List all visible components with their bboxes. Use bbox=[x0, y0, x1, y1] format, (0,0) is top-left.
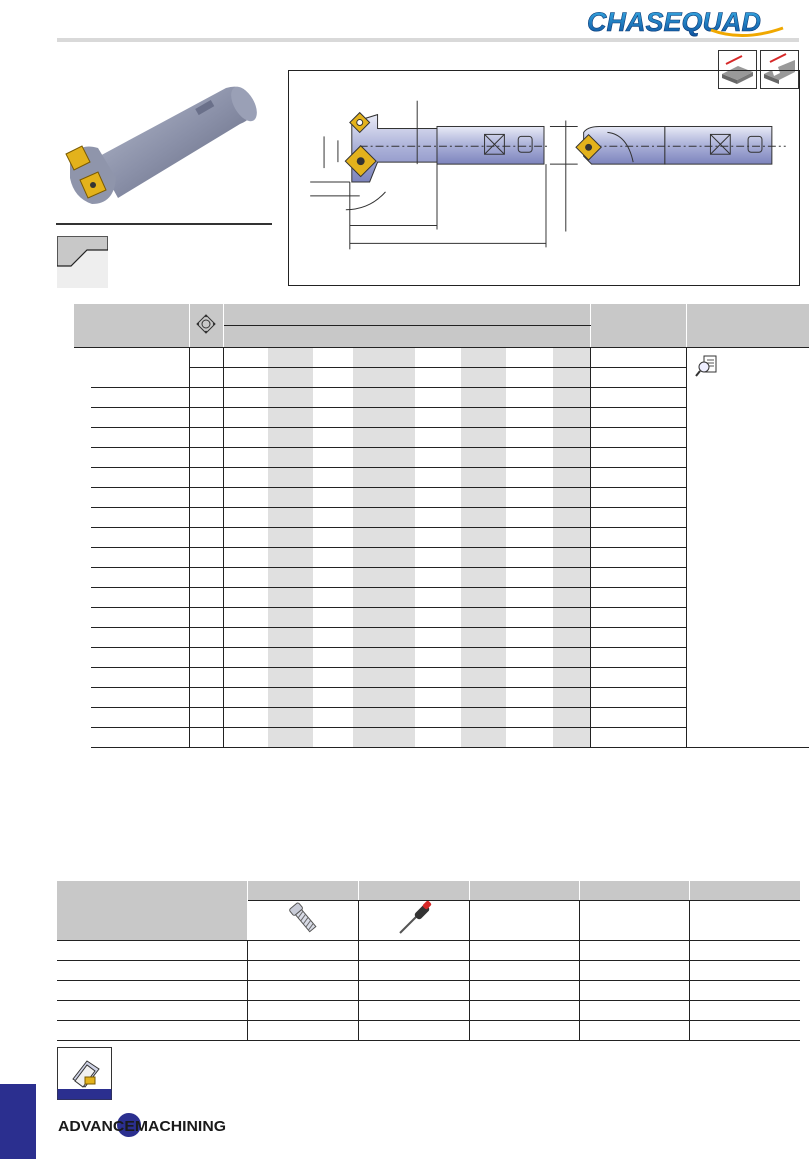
table-cell bbox=[313, 368, 353, 388]
table-cell bbox=[223, 508, 268, 528]
table-row bbox=[57, 981, 800, 1001]
table-cell bbox=[223, 588, 268, 608]
table-cell bbox=[415, 368, 461, 388]
table-cell bbox=[223, 648, 268, 668]
table-cell bbox=[461, 608, 506, 628]
table-cell bbox=[313, 448, 353, 468]
table-cell bbox=[506, 508, 553, 528]
table-cell bbox=[223, 668, 268, 688]
table-cell bbox=[415, 588, 461, 608]
chamfer-profile-icon bbox=[57, 236, 108, 288]
table-cell bbox=[74, 548, 189, 568]
spec-header-dimensions bbox=[223, 304, 590, 326]
table-cell bbox=[189, 348, 223, 368]
table-cell bbox=[553, 528, 590, 548]
table-cell bbox=[506, 368, 553, 388]
table-cell bbox=[579, 981, 689, 1001]
table-cell bbox=[590, 708, 686, 728]
table-cell bbox=[74, 448, 189, 468]
table-cell bbox=[57, 981, 247, 1001]
table-cell bbox=[74, 688, 189, 708]
table-cell bbox=[57, 961, 247, 981]
table-cell bbox=[358, 961, 469, 981]
table-cell bbox=[553, 588, 590, 608]
table-cell bbox=[686, 348, 809, 748]
parts-table bbox=[57, 881, 800, 1041]
table-cell bbox=[353, 348, 415, 368]
table-cell bbox=[461, 428, 506, 448]
table-cell bbox=[590, 548, 686, 568]
parts-icon-cell bbox=[689, 901, 800, 941]
table-cell bbox=[415, 468, 461, 488]
table-cell bbox=[590, 388, 686, 408]
table-cell bbox=[268, 708, 313, 728]
table-cell bbox=[268, 388, 313, 408]
table-cell bbox=[415, 548, 461, 568]
table-cell bbox=[247, 941, 358, 961]
table-cell bbox=[74, 468, 189, 488]
table-row bbox=[57, 1021, 800, 1041]
table-cell bbox=[353, 408, 415, 428]
screwdriver-icon bbox=[394, 901, 434, 937]
parts-header-cell bbox=[358, 881, 469, 901]
table-cell bbox=[353, 708, 415, 728]
screw-icon bbox=[286, 901, 320, 937]
table-cell bbox=[353, 608, 415, 628]
table-cell bbox=[189, 648, 223, 668]
header-rule bbox=[57, 38, 799, 42]
table-cell bbox=[579, 1021, 689, 1041]
table-cell bbox=[223, 408, 268, 428]
table-cell bbox=[461, 388, 506, 408]
table-cell bbox=[223, 548, 268, 568]
table-cell bbox=[469, 981, 579, 1001]
table-cell bbox=[189, 408, 223, 428]
table-cell bbox=[506, 628, 553, 648]
table-cell bbox=[353, 488, 415, 508]
table-cell bbox=[223, 608, 268, 628]
table-cell bbox=[189, 688, 223, 708]
table-cell bbox=[223, 348, 268, 368]
table-cell bbox=[353, 728, 415, 748]
table-cell bbox=[313, 488, 353, 508]
table-cell bbox=[579, 961, 689, 981]
parts-header-row bbox=[57, 881, 800, 901]
spec-header-cell bbox=[74, 304, 189, 348]
table-cell bbox=[268, 588, 313, 608]
table-cell bbox=[506, 608, 553, 628]
table-cell bbox=[358, 941, 469, 961]
table-cell bbox=[353, 668, 415, 688]
table-cell bbox=[74, 428, 189, 448]
table-cell bbox=[590, 688, 686, 708]
table-cell bbox=[469, 941, 579, 961]
spec-header-cell bbox=[686, 304, 809, 348]
table-cell bbox=[506, 648, 553, 668]
table-cell bbox=[415, 408, 461, 428]
table-cell bbox=[415, 628, 461, 648]
table-cell bbox=[313, 608, 353, 628]
table-cell bbox=[553, 548, 590, 568]
table-cell bbox=[223, 388, 268, 408]
table-cell bbox=[189, 528, 223, 548]
table-cell bbox=[268, 668, 313, 688]
table-cell bbox=[415, 708, 461, 728]
table-cell bbox=[506, 548, 553, 568]
table-cell bbox=[353, 528, 415, 548]
table-cell bbox=[358, 1001, 469, 1021]
table-cell bbox=[590, 528, 686, 548]
table-cell bbox=[579, 1001, 689, 1021]
table-cell bbox=[590, 488, 686, 508]
table-cell bbox=[74, 588, 189, 608]
table-cell bbox=[189, 628, 223, 648]
table-cell bbox=[415, 388, 461, 408]
parts-header-cell bbox=[469, 881, 579, 901]
table-row bbox=[74, 348, 809, 368]
table-cell bbox=[461, 508, 506, 528]
parts-header-cell bbox=[689, 881, 800, 901]
table-cell bbox=[461, 528, 506, 548]
table-cell bbox=[553, 348, 590, 368]
parts-header-cell bbox=[579, 881, 689, 901]
table-cell bbox=[506, 728, 553, 748]
table-cell bbox=[247, 981, 358, 1001]
table-cell bbox=[415, 568, 461, 588]
table-cell bbox=[689, 981, 800, 1001]
table-cell bbox=[553, 388, 590, 408]
table-cell bbox=[590, 588, 686, 608]
table-cell bbox=[74, 708, 189, 728]
footer-logo-text: ADVANCEMACHINING bbox=[58, 1118, 226, 1135]
table-cell bbox=[415, 608, 461, 628]
table-cell bbox=[223, 628, 268, 648]
table-cell bbox=[223, 708, 268, 728]
table-cell bbox=[189, 428, 223, 448]
table-cell bbox=[590, 668, 686, 688]
table-cell bbox=[189, 388, 223, 408]
table-cell bbox=[353, 388, 415, 408]
table-cell bbox=[506, 348, 553, 368]
table-cell bbox=[353, 508, 415, 528]
table-cell bbox=[268, 528, 313, 548]
table-cell bbox=[461, 688, 506, 708]
table-cell bbox=[506, 708, 553, 728]
table-cell bbox=[313, 628, 353, 648]
table-cell bbox=[57, 1021, 247, 1041]
table-cell bbox=[353, 588, 415, 608]
table-cell bbox=[223, 488, 268, 508]
advancemachining-logo bbox=[56, 1112, 228, 1138]
table-cell bbox=[461, 408, 506, 428]
table-cell bbox=[223, 428, 268, 448]
table-cell bbox=[313, 668, 353, 688]
spec-header-subdimensions bbox=[223, 326, 590, 348]
table-cell bbox=[189, 488, 223, 508]
table-cell bbox=[415, 448, 461, 468]
table-cell bbox=[223, 468, 268, 488]
table-cell bbox=[415, 528, 461, 548]
table-cell bbox=[268, 368, 313, 388]
table-cell bbox=[553, 468, 590, 488]
table-cell bbox=[590, 568, 686, 588]
table-cell bbox=[506, 408, 553, 428]
table-cell bbox=[553, 368, 590, 388]
table-cell bbox=[469, 1021, 579, 1041]
table-cell bbox=[553, 688, 590, 708]
table-cell bbox=[189, 588, 223, 608]
table-cell bbox=[461, 548, 506, 568]
parts-icon-cell bbox=[469, 901, 579, 941]
table-cell bbox=[247, 961, 358, 981]
table-cell bbox=[189, 468, 223, 488]
table-cell bbox=[689, 1001, 800, 1021]
table-cell bbox=[74, 648, 189, 668]
table-cell bbox=[247, 1021, 358, 1041]
table-cell bbox=[553, 668, 590, 688]
table-cell bbox=[461, 568, 506, 588]
table-cell bbox=[313, 688, 353, 708]
table-cell bbox=[313, 528, 353, 548]
table-cell bbox=[353, 628, 415, 648]
table-cell bbox=[223, 448, 268, 468]
logo-text: CHASEQUAD bbox=[587, 7, 762, 37]
table-cell bbox=[223, 728, 268, 748]
table-cell bbox=[553, 568, 590, 588]
table-cell bbox=[74, 728, 189, 748]
table-cell bbox=[353, 368, 415, 388]
table-cell bbox=[461, 708, 506, 728]
table-cell bbox=[223, 368, 268, 388]
table-cell bbox=[415, 688, 461, 708]
table-cell bbox=[415, 428, 461, 448]
table-row bbox=[57, 961, 800, 981]
table-cell bbox=[189, 608, 223, 628]
table-cell bbox=[223, 568, 268, 588]
table-cell bbox=[590, 648, 686, 668]
table-cell bbox=[247, 1001, 358, 1021]
table-cell bbox=[461, 448, 506, 468]
table-cell bbox=[189, 728, 223, 748]
table-cell bbox=[590, 608, 686, 628]
table-cell bbox=[590, 468, 686, 488]
table-cell bbox=[353, 648, 415, 668]
table-cell bbox=[74, 508, 189, 528]
table-cell bbox=[74, 368, 189, 388]
table-cell bbox=[506, 488, 553, 508]
table-cell bbox=[313, 728, 353, 748]
table-cell bbox=[553, 628, 590, 648]
table-cell bbox=[358, 981, 469, 1001]
table-cell bbox=[353, 448, 415, 468]
table-cell bbox=[189, 368, 223, 388]
table-cell bbox=[590, 448, 686, 468]
table-cell bbox=[553, 428, 590, 448]
table-cell bbox=[553, 488, 590, 508]
table-cell bbox=[74, 408, 189, 428]
table-cell bbox=[189, 508, 223, 528]
section-tab bbox=[0, 1084, 36, 1159]
table-cell bbox=[553, 608, 590, 628]
table-cell bbox=[689, 961, 800, 981]
table-cell bbox=[415, 508, 461, 528]
table-cell bbox=[268, 568, 313, 588]
table-cell bbox=[268, 488, 313, 508]
table-cell bbox=[506, 568, 553, 588]
spec-header-icon-cell bbox=[189, 304, 223, 348]
table-cell bbox=[268, 688, 313, 708]
table-cell bbox=[461, 488, 506, 508]
spec-table bbox=[57, 304, 809, 748]
detail-zoom-icon bbox=[695, 354, 719, 378]
table-cell bbox=[268, 508, 313, 528]
spec-header-cell bbox=[590, 304, 686, 348]
table-cell bbox=[461, 468, 506, 488]
tool-dimension-diagram bbox=[288, 70, 800, 286]
table-cell bbox=[313, 568, 353, 588]
table-cell bbox=[268, 408, 313, 428]
table-cell bbox=[57, 941, 247, 961]
table-cell bbox=[268, 348, 313, 368]
table-cell bbox=[469, 961, 579, 981]
table-cell bbox=[553, 728, 590, 748]
table-cell bbox=[268, 468, 313, 488]
table-cell bbox=[689, 1021, 800, 1041]
table-cell bbox=[353, 568, 415, 588]
table-cell bbox=[415, 728, 461, 748]
table-cell bbox=[353, 688, 415, 708]
table-cell bbox=[313, 348, 353, 368]
table-cell bbox=[590, 408, 686, 428]
table-cell bbox=[506, 668, 553, 688]
table-cell bbox=[353, 428, 415, 448]
table-cell bbox=[74, 628, 189, 648]
table-cell bbox=[553, 648, 590, 668]
table-cell bbox=[461, 348, 506, 368]
table-cell bbox=[189, 568, 223, 588]
table-cell bbox=[353, 468, 415, 488]
table-cell bbox=[74, 488, 189, 508]
table-cell bbox=[415, 488, 461, 508]
table-cell bbox=[223, 528, 268, 548]
table-cell bbox=[553, 448, 590, 468]
table-cell bbox=[313, 408, 353, 428]
table-cell bbox=[590, 368, 686, 388]
table-cell bbox=[57, 1001, 247, 1021]
table-cell bbox=[74, 568, 189, 588]
insert-corner-icon bbox=[195, 313, 217, 335]
table-cell bbox=[590, 728, 686, 748]
table-cell bbox=[553, 708, 590, 728]
table-cell bbox=[189, 548, 223, 568]
table-cell bbox=[506, 528, 553, 548]
table-cell bbox=[553, 508, 590, 528]
table-cell bbox=[223, 688, 268, 708]
table-cell bbox=[590, 628, 686, 648]
table-cell bbox=[268, 428, 313, 448]
table-cell bbox=[268, 728, 313, 748]
table-cell bbox=[506, 448, 553, 468]
table-cell bbox=[590, 508, 686, 528]
table-cell bbox=[313, 428, 353, 448]
table-row bbox=[57, 941, 800, 961]
table-cell bbox=[313, 708, 353, 728]
tool-photo bbox=[56, 78, 262, 218]
parts-icon-cell bbox=[579, 901, 689, 941]
table-cell bbox=[189, 708, 223, 728]
table-cell bbox=[469, 1001, 579, 1021]
table-cell bbox=[74, 348, 189, 368]
parts-header-cell bbox=[57, 881, 247, 941]
table-cell bbox=[74, 668, 189, 688]
table-cell bbox=[590, 428, 686, 448]
table-cell bbox=[189, 668, 223, 688]
table-cell bbox=[313, 648, 353, 668]
table-cell bbox=[353, 548, 415, 568]
table-cell bbox=[415, 648, 461, 668]
table-cell bbox=[461, 368, 506, 388]
table-cell bbox=[313, 548, 353, 568]
table-cell bbox=[461, 668, 506, 688]
table-cell bbox=[313, 468, 353, 488]
table-cell bbox=[313, 388, 353, 408]
table-cell bbox=[506, 468, 553, 488]
table-cell bbox=[268, 628, 313, 648]
table-cell bbox=[590, 348, 686, 368]
parts-header-cell bbox=[247, 881, 358, 901]
table-cell bbox=[461, 728, 506, 748]
table-cell bbox=[268, 448, 313, 468]
table-cell bbox=[553, 408, 590, 428]
table-cell bbox=[461, 648, 506, 668]
catalog-book-icon bbox=[57, 1047, 112, 1100]
table-cell bbox=[506, 388, 553, 408]
table-cell bbox=[506, 588, 553, 608]
table-cell bbox=[268, 608, 313, 628]
photo-divider bbox=[56, 223, 272, 225]
table-cell bbox=[313, 508, 353, 528]
table-cell bbox=[579, 941, 689, 961]
table-cell bbox=[415, 668, 461, 688]
table-cell bbox=[358, 1021, 469, 1041]
table-row bbox=[57, 1001, 800, 1021]
table-cell bbox=[74, 388, 189, 408]
table-cell bbox=[506, 688, 553, 708]
spec-header-row-1 bbox=[74, 304, 809, 326]
table-cell bbox=[461, 588, 506, 608]
table-cell bbox=[506, 428, 553, 448]
chasequad-logo bbox=[583, 4, 803, 38]
table-cell bbox=[74, 608, 189, 628]
parts-icon-cell bbox=[247, 901, 358, 941]
parts-icon-cell bbox=[358, 901, 469, 941]
table-cell bbox=[415, 348, 461, 368]
table-cell bbox=[268, 548, 313, 568]
table-cell bbox=[689, 941, 800, 961]
table-cell bbox=[313, 588, 353, 608]
table-cell bbox=[461, 628, 506, 648]
table-cell bbox=[268, 648, 313, 668]
table-cell bbox=[189, 448, 223, 468]
table-cell bbox=[74, 528, 189, 548]
